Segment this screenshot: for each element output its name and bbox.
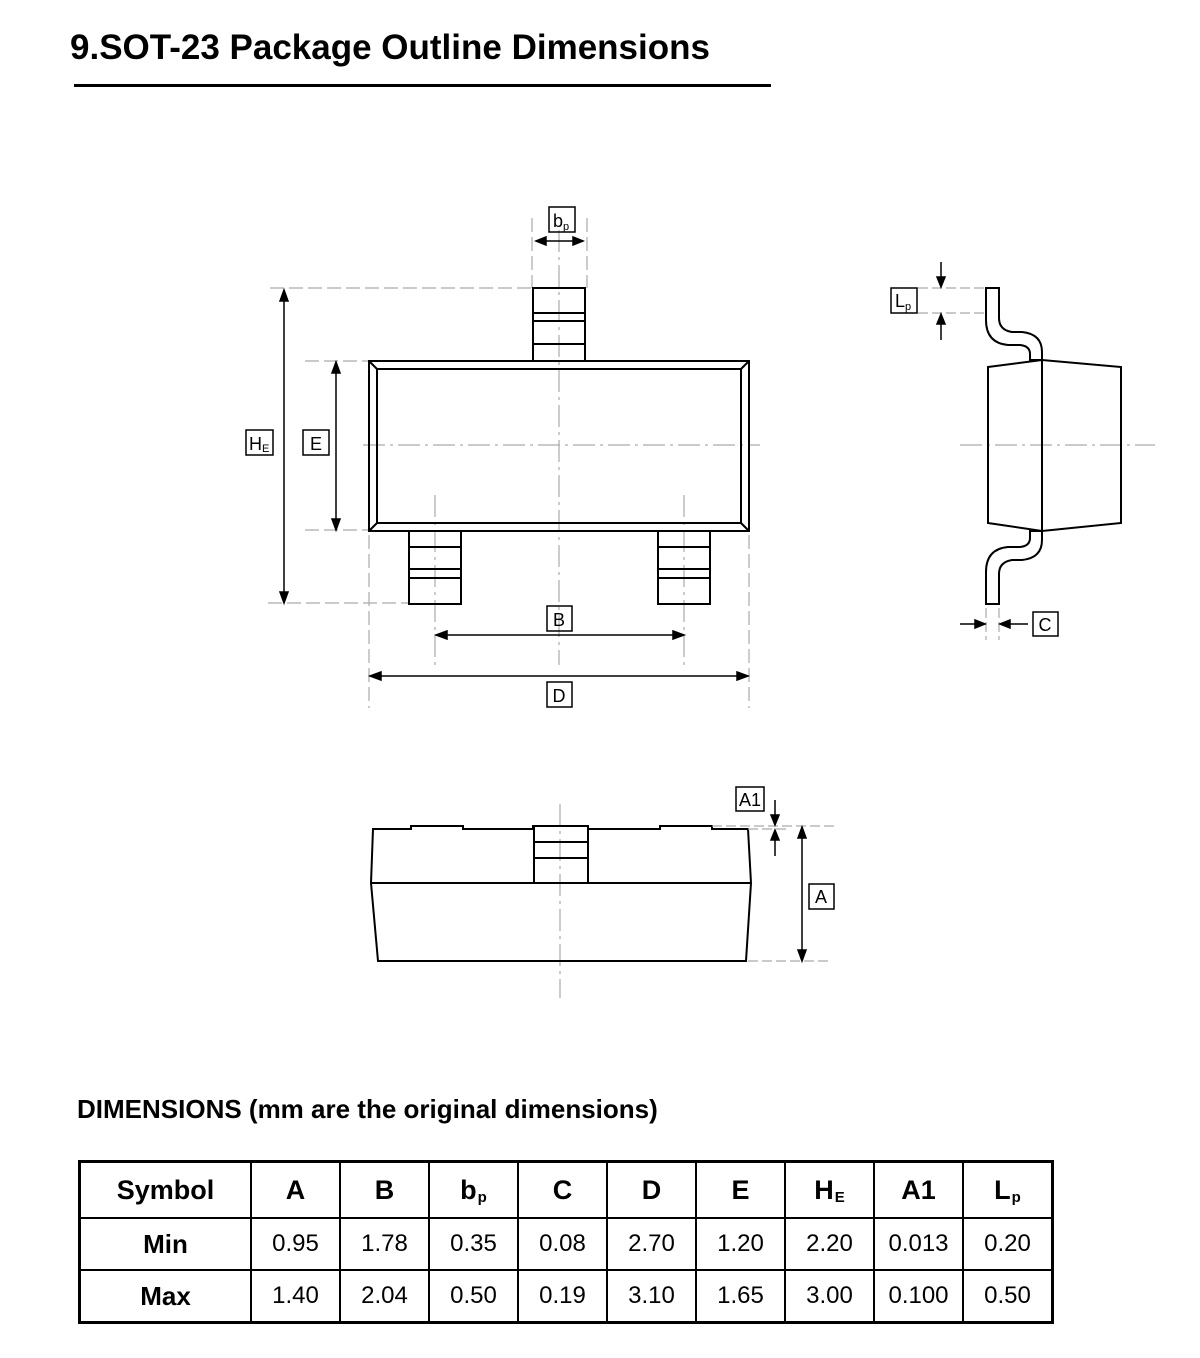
- side-lead-bottom: [986, 531, 1042, 604]
- table-cell: 1.65: [696, 1270, 785, 1323]
- table-cell: 0.95: [251, 1218, 340, 1270]
- table-cell: 0.50: [963, 1270, 1053, 1323]
- table-row-label: Min: [80, 1218, 252, 1270]
- table-header-cell: D: [607, 1162, 696, 1219]
- table-header-cell: $b_p$: [429, 1162, 518, 1219]
- table-cell: 2.20: [785, 1218, 874, 1270]
- table-cell: 1.78: [340, 1218, 429, 1270]
- label-a: A: [814, 887, 828, 907]
- dimensions-table: [78, 1160, 1054, 1324]
- label-c: C: [1038, 615, 1052, 635]
- table-cell: 0.08: [518, 1218, 607, 1270]
- label-d: D: [552, 686, 566, 706]
- front-view: [371, 800, 835, 998]
- side-lead-top: [986, 288, 1042, 360]
- table-cell: 3.00: [785, 1270, 874, 1323]
- table-cell: 1.40: [251, 1270, 340, 1323]
- table-cell: 0.20: [963, 1218, 1053, 1270]
- table-header-cell: $H_E$: [785, 1162, 874, 1219]
- table-cell: 0.013: [874, 1218, 963, 1270]
- label-he: HE: [249, 434, 270, 455]
- page-title: 9.SOT-23 Package Outline Dimensions: [70, 28, 710, 67]
- table-row-min: [80, 1218, 1053, 1270]
- dimensions-heading: DIMENSIONS (mm are the original dimensions): [77, 1094, 658, 1124]
- dimension-label-boxes: [246, 207, 1058, 909]
- table-cell: 2.04: [340, 1270, 429, 1323]
- table-cell: 0.50: [429, 1270, 518, 1323]
- table-header-cell: A: [251, 1162, 340, 1219]
- label-b: B: [552, 610, 566, 630]
- table-header-cell: A1: [874, 1162, 963, 1219]
- table-header-cell: $L_p$: [963, 1162, 1053, 1219]
- front-lead: [534, 826, 588, 883]
- table-cell: 0.35: [429, 1218, 518, 1270]
- label-bp: bp: [553, 211, 570, 233]
- top-view-dimension-lines: [280, 237, 748, 680]
- table-header-row: [80, 1162, 1053, 1219]
- label-e: E: [309, 434, 323, 454]
- table-header-cell: B: [340, 1162, 429, 1219]
- table-header-cell: E: [696, 1162, 785, 1219]
- table-cell: 0.100: [874, 1270, 963, 1323]
- table-cell: 3.10: [607, 1270, 696, 1323]
- table-cell: 0.19: [518, 1270, 607, 1323]
- table-header-cell: C: [518, 1162, 607, 1219]
- front-body: [371, 826, 751, 961]
- table-cell: 2.70: [607, 1218, 696, 1270]
- label-lp: Lp: [895, 291, 912, 313]
- table-row-max: [80, 1270, 1053, 1323]
- side-view: [918, 262, 1155, 640]
- label-a1: A1: [738, 790, 762, 810]
- table-row-label: Max: [80, 1270, 252, 1323]
- table-cell: 1.20: [696, 1218, 785, 1270]
- table-header-symbol: Symbol: [80, 1162, 252, 1219]
